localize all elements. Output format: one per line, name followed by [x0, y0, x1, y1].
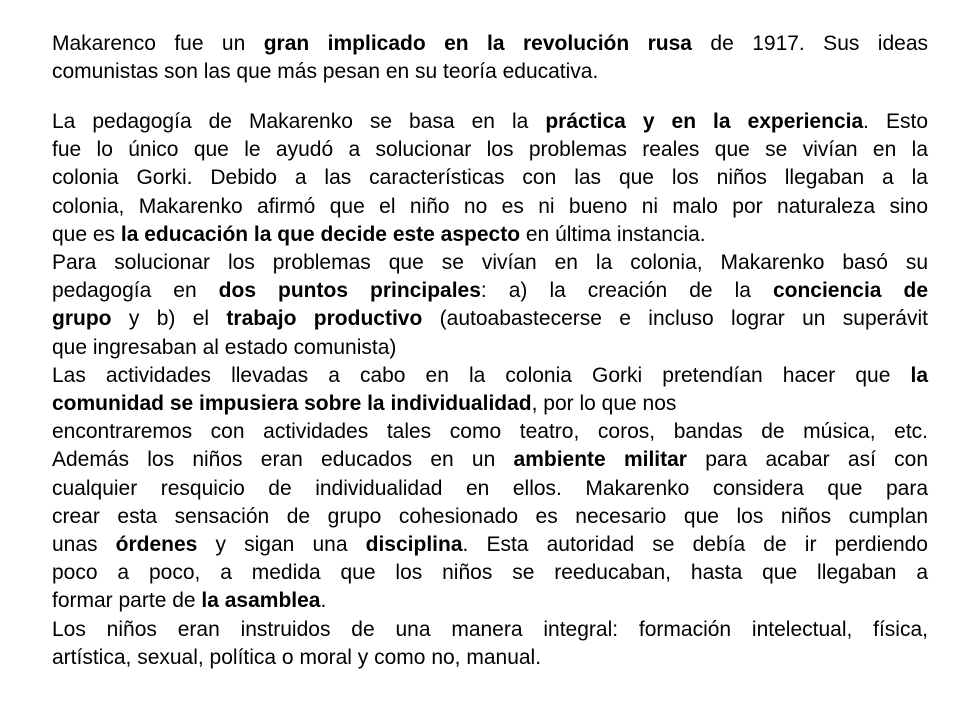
text-line: [52, 249, 928, 277]
text-line: [52, 644, 928, 672]
paragraph-revolution: [52, 30, 928, 86]
text-line: [52, 334, 928, 362]
text-segment: Las actividades llevadas a cabo en la colonia Gorki pretendían hacer que: [52, 363, 911, 387]
bold-phrase: grupo: [52, 307, 112, 331]
text-segment: : a) la creación de la: [480, 279, 773, 303]
text-line: [52, 305, 928, 333]
text-segment: . Esta autoridad se debía de ir perdiendo: [462, 533, 928, 557]
text-segment: Para solucionar los problemas que se vivían en la colonia, Makarenko basó su: [52, 251, 928, 275]
text-line: [52, 164, 928, 192]
paragraph-pedagogy: [52, 108, 928, 672]
bold-phrase: trabajo productivo: [226, 307, 423, 331]
text-line: [52, 193, 928, 221]
text-line: [52, 136, 928, 164]
bold-phrase: dos puntos principales: [218, 279, 481, 303]
bold-phrase: ambiente militar: [513, 448, 687, 472]
text-line: [52, 616, 928, 644]
bold-phrase: la: [910, 363, 928, 387]
text-line: [52, 58, 928, 86]
text-segment: Además los niños eran educados en un: [52, 448, 514, 472]
text-segment: poco a poco, a medida que los niños se reeducaban, hasta que llegaban a: [52, 561, 928, 585]
text-segment: que ingresaban al estado comunista): [52, 335, 397, 359]
text-segment: de 1917. Sus ideas: [691, 32, 929, 55]
text-line: [52, 446, 928, 474]
bold-phrase: órdenes: [115, 533, 198, 557]
bold-phrase: práctica y en la experiencia: [545, 110, 864, 133]
text-segment: colonia, Makarenko afirmó que el niño no es ni bueno ni malo por naturaleza sino: [52, 194, 928, 218]
text-line: [52, 221, 928, 249]
text-segment: cualquier resquicio de individualidad en ellos. Makarenko considera que para: [52, 476, 928, 500]
text-line: [52, 531, 928, 559]
text-line: [52, 587, 928, 615]
text-segment: , por lo que nos: [531, 392, 677, 416]
text-segment: encontraremos con actividades tales como teatro, coros, bandas de música, etc.: [52, 420, 928, 444]
text-segment: en última instancia.: [520, 222, 706, 246]
text-segment: que es: [52, 222, 121, 246]
text-segment: artística, sexual, política o moral y como no, manual.: [52, 645, 542, 669]
text-segment: pedagogía en: [52, 279, 219, 303]
bold-phrase: la educación la que decide este aspecto: [120, 222, 521, 246]
text-segment: (autoabastecerse e incluso lograr un superávit: [422, 307, 928, 331]
text-segment: Los niños eran instruidos de una manera integral: formación intelectual, física,: [52, 617, 928, 641]
text-line: [52, 559, 928, 587]
text-line: [52, 503, 928, 531]
bold-phrase: gran implicado en la revolución rusa: [263, 32, 692, 55]
text-line: [52, 418, 928, 446]
text-segment: comunistas son las que más pesan en su teoría educativa.: [52, 60, 599, 84]
text-segment: y b) el: [111, 307, 227, 331]
text-segment: formar parte de: [52, 589, 202, 613]
text-line: [52, 362, 928, 390]
text-segment: Makarenco fue un: [52, 32, 264, 55]
bold-phrase: conciencia de: [772, 279, 929, 303]
text-line: [52, 390, 928, 418]
text-line: [52, 475, 928, 503]
text-segment: crear esta sensación de grupo cohesionado es necesario que los niños cumplan: [52, 504, 928, 528]
bold-phrase: disciplina: [365, 533, 463, 557]
text-segment: y sigan una: [197, 533, 366, 557]
text-segment: . Esto: [863, 110, 928, 133]
bold-phrase: la asamblea: [201, 589, 321, 613]
text-segment: colonia Gorki. Debido a las características con las que los niños llegaban a la: [52, 166, 928, 190]
bold-phrase: comunidad se impusiera sobre la individualidad: [52, 392, 532, 416]
text-segment: La pedagogía de Makarenko se basa en la: [52, 110, 546, 133]
text-segment: fue lo único que le ayudó a solucionar los problemas reales que se vivían en la: [52, 138, 928, 162]
text-segment: para acabar así con: [686, 448, 928, 472]
text-segment: .: [320, 589, 327, 613]
text-line: [52, 277, 928, 305]
text-segment: unas: [52, 533, 116, 557]
text-line: [52, 30, 928, 58]
text-line: [52, 108, 928, 136]
